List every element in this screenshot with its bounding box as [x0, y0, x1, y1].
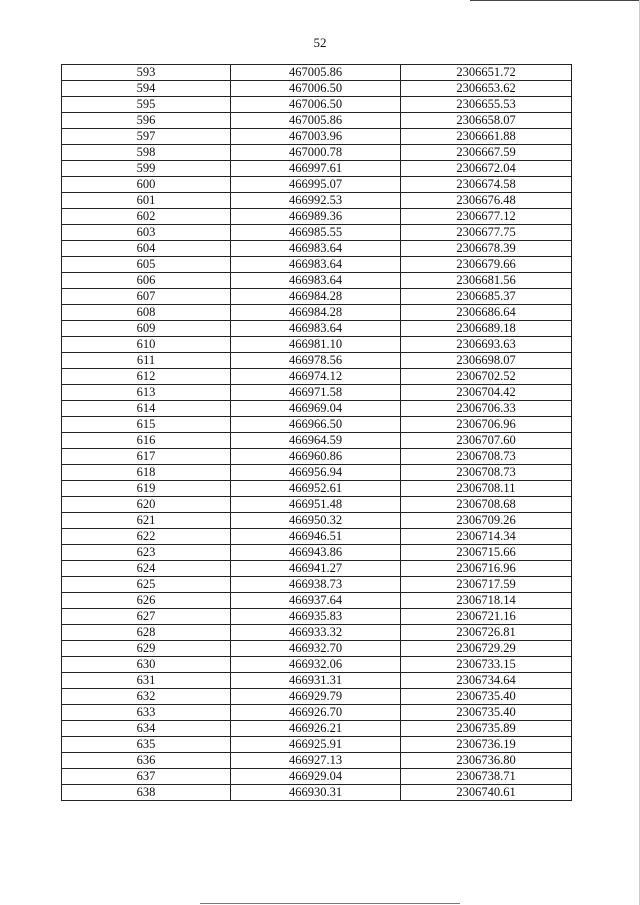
x-coordinate-cell: 466983.64 — [231, 257, 401, 273]
y-coordinate-cell: 2306704.42 — [401, 385, 572, 401]
x-coordinate-cell: 466983.64 — [231, 273, 401, 289]
x-coordinate-cell: 466989.36 — [231, 209, 401, 225]
point-number-cell: 596 — [62, 113, 231, 129]
y-coordinate-cell: 2306736.19 — [401, 737, 572, 753]
table-row — [62, 97, 572, 113]
y-coordinate-cell: 2306716.96 — [401, 561, 572, 577]
x-coordinate-cell: 467000.78 — [231, 145, 401, 161]
y-coordinate-cell: 2306661.88 — [401, 129, 572, 145]
point-number-cell: 637 — [62, 769, 231, 785]
y-coordinate-cell: 2306707.60 — [401, 433, 572, 449]
x-coordinate-cell: 466952.61 — [231, 481, 401, 497]
table-row — [62, 753, 572, 769]
y-coordinate-cell: 2306658.07 — [401, 113, 572, 129]
y-coordinate-cell: 2306726.81 — [401, 625, 572, 641]
point-number-cell: 594 — [62, 81, 231, 97]
page-number: 52 — [313, 35, 327, 50]
table-row — [62, 689, 572, 705]
x-coordinate-cell: 466931.31 — [231, 673, 401, 689]
y-coordinate-cell: 2306717.59 — [401, 577, 572, 593]
x-coordinate-cell: 466937.64 — [231, 593, 401, 609]
point-number-cell: 604 — [62, 241, 231, 257]
table-row — [62, 209, 572, 225]
x-coordinate-cell: 466981.10 — [231, 337, 401, 353]
table-row — [62, 337, 572, 353]
point-number-cell: 600 — [62, 177, 231, 193]
point-number-cell: 635 — [62, 737, 231, 753]
x-coordinate-cell: 466983.64 — [231, 241, 401, 257]
point-number-cell: 614 — [62, 401, 231, 417]
y-coordinate-cell: 2306740.61 — [401, 785, 572, 801]
point-number-cell: 638 — [62, 785, 231, 801]
x-coordinate-cell: 466943.86 — [231, 545, 401, 561]
y-coordinate-cell: 2306734.64 — [401, 673, 572, 689]
x-coordinate-cell: 466932.06 — [231, 657, 401, 673]
table-row — [62, 657, 572, 673]
point-number-cell: 606 — [62, 273, 231, 289]
x-coordinate-cell: 467005.86 — [231, 113, 401, 129]
point-number-cell: 625 — [62, 577, 231, 593]
y-coordinate-cell: 2306708.73 — [401, 465, 572, 481]
y-coordinate-cell: 2306709.26 — [401, 513, 572, 529]
point-number-cell: 630 — [62, 657, 231, 673]
table-row — [62, 769, 572, 785]
table-row — [62, 65, 572, 81]
x-coordinate-cell: 466992.53 — [231, 193, 401, 209]
point-number-cell: 623 — [62, 545, 231, 561]
x-coordinate-cell: 466935.83 — [231, 609, 401, 625]
table-row — [62, 145, 572, 161]
table-row — [62, 161, 572, 177]
y-coordinate-cell: 2306706.96 — [401, 417, 572, 433]
point-number-cell: 597 — [62, 129, 231, 145]
table-row — [62, 785, 572, 801]
table-row — [62, 193, 572, 209]
y-coordinate-cell: 2306651.72 — [401, 65, 572, 81]
x-coordinate-cell: 466995.07 — [231, 177, 401, 193]
x-coordinate-cell: 466969.04 — [231, 401, 401, 417]
point-number-cell: 633 — [62, 705, 231, 721]
x-coordinate-cell: 466960.86 — [231, 449, 401, 465]
table-row — [62, 433, 572, 449]
x-coordinate-cell: 466941.27 — [231, 561, 401, 577]
point-number-cell: 602 — [62, 209, 231, 225]
x-coordinate-cell: 466983.64 — [231, 321, 401, 337]
coordinates-table — [61, 64, 572, 801]
x-coordinate-cell: 466984.28 — [231, 305, 401, 321]
x-coordinate-cell: 466929.79 — [231, 689, 401, 705]
table-row — [62, 497, 572, 513]
table-row — [62, 401, 572, 417]
x-coordinate-cell: 466926.70 — [231, 705, 401, 721]
x-coordinate-cell: 466971.58 — [231, 385, 401, 401]
table-row — [62, 385, 572, 401]
y-coordinate-cell: 2306693.63 — [401, 337, 572, 353]
y-coordinate-cell: 2306708.73 — [401, 449, 572, 465]
table-row — [62, 593, 572, 609]
y-coordinate-cell: 2306698.07 — [401, 353, 572, 369]
x-coordinate-cell: 466984.28 — [231, 289, 401, 305]
point-number-cell: 619 — [62, 481, 231, 497]
table-row — [62, 353, 572, 369]
y-coordinate-cell: 2306733.15 — [401, 657, 572, 673]
y-coordinate-cell: 2306676.48 — [401, 193, 572, 209]
x-coordinate-cell: 466925.91 — [231, 737, 401, 753]
x-coordinate-cell: 467006.50 — [231, 97, 401, 113]
point-number-cell: 599 — [62, 161, 231, 177]
table-row — [62, 577, 572, 593]
y-coordinate-cell: 2306678.39 — [401, 241, 572, 257]
y-coordinate-cell: 2306686.64 — [401, 305, 572, 321]
y-coordinate-cell: 2306653.62 — [401, 81, 572, 97]
x-coordinate-cell: 466956.94 — [231, 465, 401, 481]
y-coordinate-cell: 2306729.29 — [401, 641, 572, 657]
coordinates-table-body — [62, 65, 572, 801]
point-number-cell: 624 — [62, 561, 231, 577]
y-coordinate-cell: 2306735.40 — [401, 689, 572, 705]
point-number-cell: 613 — [62, 385, 231, 401]
y-coordinate-cell: 2306721.16 — [401, 609, 572, 625]
y-coordinate-cell: 2306679.66 — [401, 257, 572, 273]
table-row — [62, 481, 572, 497]
y-coordinate-cell: 2306708.68 — [401, 497, 572, 513]
x-coordinate-cell: 466997.61 — [231, 161, 401, 177]
point-number-cell: 598 — [62, 145, 231, 161]
point-number-cell: 634 — [62, 721, 231, 737]
point-number-cell: 593 — [62, 65, 231, 81]
point-number-cell: 622 — [62, 529, 231, 545]
y-coordinate-cell: 2306689.18 — [401, 321, 572, 337]
table-row — [62, 257, 572, 273]
table-row — [62, 609, 572, 625]
x-coordinate-cell: 466933.32 — [231, 625, 401, 641]
x-coordinate-cell: 466926.21 — [231, 721, 401, 737]
table-row — [62, 305, 572, 321]
table-row — [62, 289, 572, 305]
y-coordinate-cell: 2306708.11 — [401, 481, 572, 497]
point-number-cell: 609 — [62, 321, 231, 337]
point-number-cell: 616 — [62, 433, 231, 449]
point-number-cell: 603 — [62, 225, 231, 241]
y-coordinate-cell: 2306706.33 — [401, 401, 572, 417]
point-number-cell: 621 — [62, 513, 231, 529]
x-coordinate-cell: 466966.50 — [231, 417, 401, 433]
y-coordinate-cell: 2306735.89 — [401, 721, 572, 737]
table-row — [62, 641, 572, 657]
point-number-cell: 618 — [62, 465, 231, 481]
point-number-cell: 595 — [62, 97, 231, 113]
y-coordinate-cell: 2306674.58 — [401, 177, 572, 193]
scan-edge-top — [470, 0, 640, 1]
table-row — [62, 113, 572, 129]
table-row — [62, 369, 572, 385]
point-number-cell: 636 — [62, 753, 231, 769]
x-coordinate-cell: 467006.50 — [231, 81, 401, 97]
x-coordinate-cell: 466985.55 — [231, 225, 401, 241]
y-coordinate-cell: 2306714.34 — [401, 529, 572, 545]
table-row — [62, 545, 572, 561]
point-number-cell: 620 — [62, 497, 231, 513]
y-coordinate-cell: 2306681.56 — [401, 273, 572, 289]
table-row — [62, 241, 572, 257]
table-row — [62, 129, 572, 145]
point-number-cell: 608 — [62, 305, 231, 321]
table-row — [62, 465, 572, 481]
y-coordinate-cell: 2306738.71 — [401, 769, 572, 785]
point-number-cell: 629 — [62, 641, 231, 657]
x-coordinate-cell: 466930.31 — [231, 785, 401, 801]
point-number-cell: 632 — [62, 689, 231, 705]
point-number-cell: 607 — [62, 289, 231, 305]
y-coordinate-cell: 2306718.14 — [401, 593, 572, 609]
x-coordinate-cell: 466950.32 — [231, 513, 401, 529]
table-row — [62, 273, 572, 289]
point-number-cell: 601 — [62, 193, 231, 209]
table-row — [62, 321, 572, 337]
point-number-cell: 610 — [62, 337, 231, 353]
table-row — [62, 177, 572, 193]
x-coordinate-cell: 466946.51 — [231, 529, 401, 545]
table-row — [62, 529, 572, 545]
y-coordinate-cell: 2306735.40 — [401, 705, 572, 721]
point-number-cell: 605 — [62, 257, 231, 273]
y-coordinate-cell: 2306667.59 — [401, 145, 572, 161]
point-number-cell: 628 — [62, 625, 231, 641]
y-coordinate-cell: 2306685.37 — [401, 289, 572, 305]
x-coordinate-cell: 466938.73 — [231, 577, 401, 593]
y-coordinate-cell: 2306677.75 — [401, 225, 572, 241]
y-coordinate-cell: 2306677.12 — [401, 209, 572, 225]
x-coordinate-cell: 466974.12 — [231, 369, 401, 385]
x-coordinate-cell: 466964.59 — [231, 433, 401, 449]
point-number-cell: 627 — [62, 609, 231, 625]
point-number-cell: 612 — [62, 369, 231, 385]
table-row — [62, 705, 572, 721]
y-coordinate-cell: 2306715.66 — [401, 545, 572, 561]
point-number-cell: 617 — [62, 449, 231, 465]
point-number-cell: 626 — [62, 593, 231, 609]
scan-edge-bottom — [200, 903, 460, 904]
point-number-cell: 611 — [62, 353, 231, 369]
table-row — [62, 721, 572, 737]
table-row — [62, 561, 572, 577]
y-coordinate-cell: 2306672.04 — [401, 161, 572, 177]
table-row — [62, 81, 572, 97]
table-row — [62, 417, 572, 433]
table-row — [62, 225, 572, 241]
x-coordinate-cell: 466951.48 — [231, 497, 401, 513]
point-number-cell: 615 — [62, 417, 231, 433]
x-coordinate-cell: 467003.96 — [231, 129, 401, 145]
table-row — [62, 625, 572, 641]
table-row — [62, 737, 572, 753]
x-coordinate-cell: 467005.86 — [231, 65, 401, 81]
y-coordinate-cell: 2306702.52 — [401, 369, 572, 385]
x-coordinate-cell: 466929.04 — [231, 769, 401, 785]
table-row — [62, 513, 572, 529]
x-coordinate-cell: 466978.56 — [231, 353, 401, 369]
y-coordinate-cell: 2306655.53 — [401, 97, 572, 113]
table-row — [62, 449, 572, 465]
table-row — [62, 673, 572, 689]
x-coordinate-cell: 466932.70 — [231, 641, 401, 657]
x-coordinate-cell: 466927.13 — [231, 753, 401, 769]
point-number-cell: 631 — [62, 673, 231, 689]
y-coordinate-cell: 2306736.80 — [401, 753, 572, 769]
